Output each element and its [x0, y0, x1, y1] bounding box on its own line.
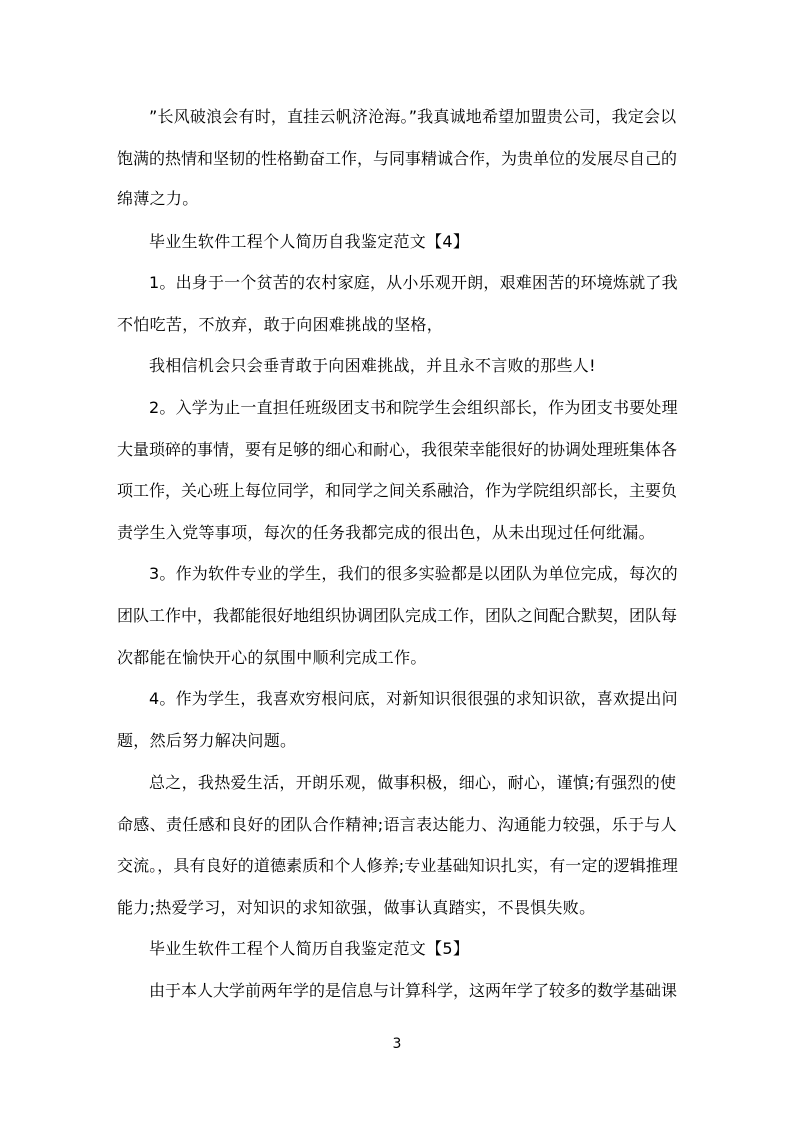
- paragraph-line: 不怕吃苦，不放弃，敢于向困难挑战的坚格，: [117, 315, 444, 334]
- paragraph-line: 绵薄之力。: [117, 189, 199, 208]
- paragraph-line: 3。作为软件专业的学生，我们的很多实验都是以团队为单位完成，每次的: [149, 564, 678, 583]
- paragraph-line: 责学生入党等事项，每次的任务我都完成的很出色，从未出现过任何纰漏。: [117, 523, 655, 542]
- paragraph-line: 大量琐碎的事情，要有足够的细心和耐心，我很荣幸能很好的协调处理班集体各: [117, 440, 678, 459]
- paragraph-line: ”长风破浪会有时，直挂云帆济沧海。”我真诚地希望加盟贵公司，我定会以: [149, 107, 677, 126]
- paragraph-line: 4。作为学生，我喜欢穷根问底，对新知识很很强的求知识欲，喜欢提出问: [149, 689, 678, 708]
- paragraph-line: 1。出身于一个贫苦的农村家庭，从小乐观开朗，艰难困苦的环境炼就了我: [149, 273, 678, 292]
- paragraph-line: 2。入学为止一直担任班级团支书和院学生会组织部长，作为团支书要处理: [149, 398, 678, 417]
- paragraph-line: 交流。，具有良好的道德素质和个人修养;专业基础知识扎实，有一定的逻辑推理: [117, 856, 678, 875]
- section-heading: 毕业生软件工程个人简历自我鉴定范文【4】: [149, 232, 470, 251]
- paragraph-line: 我相信机会只会垂青敢于向困难挑战，并且永不言败的那些人!: [149, 356, 596, 375]
- page-number: 3: [392, 1036, 402, 1052]
- paragraph-line: 次都能在愉快开心的氛围中顺利完成工作。: [117, 648, 427, 667]
- section-heading: 毕业生软件工程个人简历自我鉴定范文【5】: [149, 939, 470, 958]
- paragraph-line: 饱满的热情和坚韧的性格勤奋工作，与同事精诚合作，为贵单位的发展尽自己的: [117, 149, 678, 168]
- paragraph-line: 能力;热爱学习，对知识的求知欲强，做事认真踏实，不畏惧失败。: [117, 898, 596, 917]
- paragraph-line: 总之，我热爱生活，开朗乐观，做事积极，细心，耐心，谨慎;有强烈的使: [149, 773, 677, 792]
- paragraph-line: 题，然后努力解决问题。: [117, 731, 297, 750]
- paragraph-line: 项工作，关心班上每位同学，和同学之间关系融洽，作为学院组织部长，主要负: [117, 481, 678, 500]
- paragraph-line: 命感、责任感和良好的团队合作精神;语言表达能力、沟通能力较强，乐于与人: [117, 815, 677, 834]
- paragraph-line: 由于本人大学前两年学的是信息与计算科学，这两年学了较多的数学基础课: [149, 981, 678, 1000]
- paragraph-line: 团队工作中，我都能很好地组织协调团队完成工作，团队之间配合默契，团队每: [117, 606, 678, 625]
